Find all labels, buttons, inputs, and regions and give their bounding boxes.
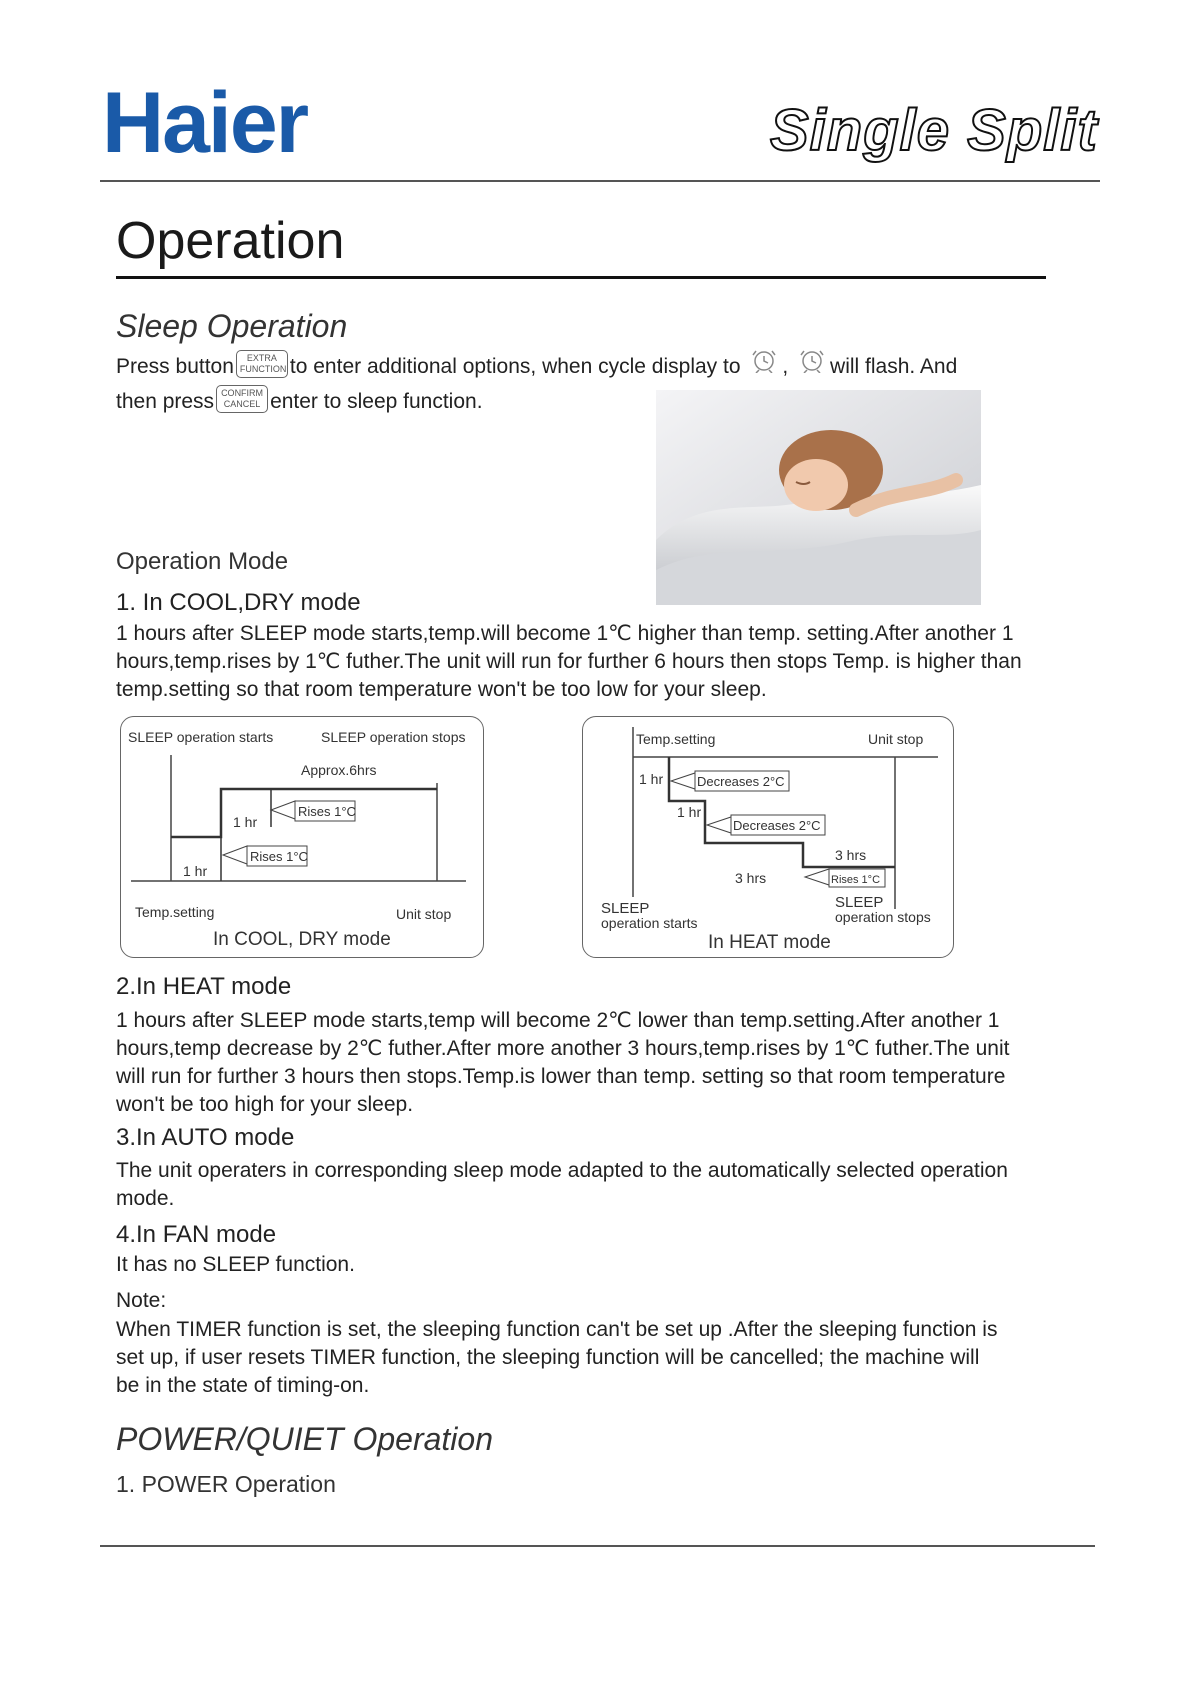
heat-mode-line4: won't be too high for your sleep. — [116, 1093, 414, 1116]
sleep-intro-line1: Press button EXTRA FUNCTION to enter additional options, when cycle display to , will flash. And — [116, 353, 1016, 381]
heat-dec-a: Decreases 2°C — [697, 774, 785, 789]
cool-start-label: SLEEP operation starts — [128, 729, 274, 745]
heat-sleep-start-2: operation starts — [601, 915, 698, 931]
heat-mode-line1: 1 hours after SLEEP mode starts,temp will become 2℃ lower than temp.setting.After another 1 — [116, 1009, 1000, 1032]
heat-hr-b: 1 hr — [677, 804, 702, 820]
extra-function-button-icon: EXTRA FUNCTION — [236, 350, 288, 378]
sleeping-woman-photo — [656, 390, 981, 605]
heat-hr-a: 1 hr — [639, 771, 664, 787]
cool-unit-stop-label: Unit stop — [396, 906, 452, 922]
cool-hr-a: 1 hr — [233, 814, 258, 830]
heat-rise: Rises 1°C — [831, 874, 881, 886]
cool-temp-setting-label: Temp.setting — [135, 904, 215, 920]
cool-approx-label: Approx.6hrs — [301, 762, 377, 778]
haier-logo: Haier — [102, 75, 308, 171]
cool-mode-line2: hours,temp.rises by 1℃ futher.The unit will run for further 6 hours then stops Temp. is higher than — [116, 650, 1022, 673]
power-quiet-section-title: POWER/QUIET Operation — [116, 1421, 493, 1457]
heat-sleep-start-1: SLEEP — [601, 900, 650, 917]
confirm-cancel-button-icon: CONFIRM CANCEL — [216, 385, 268, 413]
cool-rise-b: Rises 1°C — [250, 849, 308, 864]
sleep-clock-icon-flash — [798, 347, 826, 381]
product-title: Single Split — [770, 98, 1098, 163]
heat-sleep-stop-2: operation stops — [835, 909, 931, 925]
cool-mode-line3: temp.setting so that room temperature won't be too low for your sleep. — [116, 678, 767, 701]
auto-mode-heading: 3.In AUTO mode — [116, 1124, 295, 1151]
heat-unit-stop-label: Unit stop — [868, 731, 924, 747]
auto-mode-line2: mode. — [116, 1187, 175, 1210]
heat-caption: In HEAT mode — [708, 932, 831, 953]
cool-hr-b: 1 hr — [183, 863, 208, 879]
cool-mode-heading: 1. In COOL,DRY mode — [116, 589, 361, 616]
title-underline — [116, 276, 1046, 279]
cool-rise-a: Rises 1°C — [298, 804, 356, 819]
sleep-intro-line2: then press CONFIRM CANCEL enter to sleep function. — [116, 388, 1016, 416]
heat-temp-setting-label: Temp.setting — [636, 731, 716, 747]
cool-mode-line1: 1 hours after SLEEP mode starts,temp.will become 1℃ higher than temp. setting.After another 1 — [116, 622, 1014, 645]
sleep-clock-icon — [750, 347, 778, 381]
heat-dec-b: Decreases 2°C — [733, 818, 821, 833]
footer-divider — [100, 1545, 1095, 1547]
auto-mode-line1: The unit operaters in corresponding sleep mode adapted to the automatically selected operation — [116, 1159, 1008, 1182]
power-operation-heading: 1. POWER Operation — [116, 1471, 336, 1497]
note-line2: set up, if user resets TIMER function, the sleeping function will be cancelled; the machine will — [116, 1346, 980, 1369]
header-divider — [100, 180, 1100, 182]
page-title: Operation — [116, 212, 345, 270]
fan-mode-line1: It has no SLEEP function. — [116, 1253, 355, 1276]
heat-mode-line2: hours,temp decrease by 2℃ futher.After more another 3 hours,temp.rises by 1℃ futher.The unit — [116, 1037, 1010, 1060]
cool-dry-sleep-diagram — [120, 716, 484, 958]
heat-sleep-diagram — [582, 716, 954, 958]
heat-hrs-b: 3 hrs — [835, 847, 867, 863]
cool-caption: In COOL, DRY mode — [213, 929, 391, 950]
cool-stop-label: SLEEP operation stops — [321, 729, 466, 745]
note-line3: be in the state of timing-on. — [116, 1374, 370, 1397]
operation-mode-heading: Operation Mode — [116, 548, 289, 575]
sleep-section-title: Sleep Operation — [116, 308, 348, 344]
note-label: Note: — [116, 1289, 167, 1312]
heat-hrs-a: 3 hrs — [735, 870, 767, 886]
fan-mode-heading: 4.In FAN mode — [116, 1221, 277, 1248]
heat-mode-heading: 2.In HEAT mode — [116, 973, 292, 1000]
note-line1: When TIMER function is set, the sleeping function can't be set up .After the sleeping function is — [116, 1318, 998, 1341]
heat-sleep-stop-1: SLEEP — [835, 894, 884, 911]
heat-mode-line3: will run for further 3 hours then stops.Temp.is lower than temp. setting so that room temperature — [116, 1065, 1006, 1088]
